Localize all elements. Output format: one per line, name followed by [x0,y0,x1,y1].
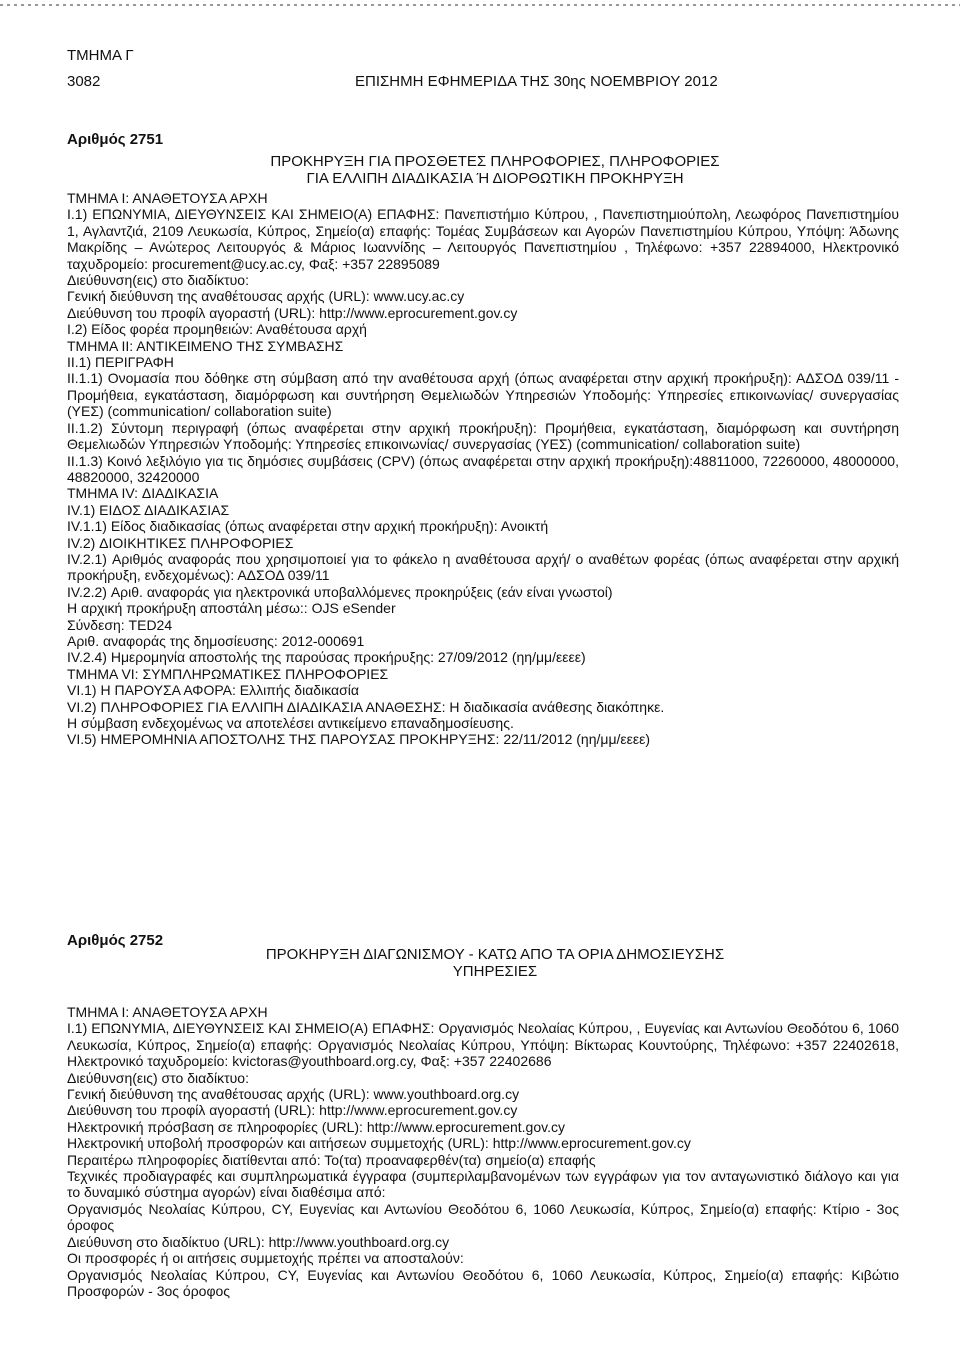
notice-title-line: ΠΡΟΚΗΡΥΞΗ ΔΙΑΓΩΝΙΣΜΟΥ - ΚΑΤΩ ΑΠΟ ΤΑ ΟΡΙΑ ΔΗΜΟΣΙΕΥΣΗΣ [265,946,725,963]
body-line: Διεύθυνση στο διαδίκτυο (URL): http://www.youthboard.org.cy [67,1233,450,1250]
body-line: Ηλεκτρονική πρόσβαση σε πληροφορίες (URL): http://www.eprocurement.gov.cy [67,1118,565,1135]
notice-title-line: ΥΠΗΡΕΣΙΕΣ [452,963,538,980]
body-line: ΙΙ.1.1) Ονομασία που δόθηκε στη σύμβαση από την αναθέτουσα αρχή (όπως αναφέρεται στην αρχική προκήρυξη): ΑΔΣΟΔ 039/11 - Προμήθεια, εγκατάσταση, διαμόρφωση και συντήρηση Θεμελιωδών Υπηρεσιών Υποδομής: Υπηρεσίες επικοινωνίας/ συνεργασίας (ΥΕΣ) (communication/ collaboration suite) [67,370,899,420]
body-line: ΤΜΗΜΑ IV: ΔΙΑΔΙΚΑΣΙΑ [67,485,219,502]
body-line: ΙΙ.1.2) Σύντομη περιγραφή (όπως αναφέρεται στην αρχική προκήρυξη): Προμήθεια, εγκατάσταση, διαμόρφωση και συντήρηση Θεμελιωδών Υπηρεσιών Υποδομής: Υπηρεσίες επικοινωνίας/ συνεργασίας (ΥΕΣ) (communication/ collaboration suite) [67,419,899,453]
notice-body [67,1004,899,1299]
body-line: Ι.2) Είδος φορέα προμηθειών: Αναθέτουσα αρχή [67,321,367,338]
scan-top-edge [0,4,960,6]
body-line: Οργανισμός Νεολαίας Κύπρου, CY, Ευγενίας και Αντωνίου Θεοδότου 6, 1060 Λευκωσία, Κύπρος, Σημείο(α) επαφής: Κτίριο - 3ος όροφος [67,1200,899,1234]
body-line: Αριθ. αναφοράς της δημοσίευσης: 2012-000691 [67,632,365,649]
body-line: ΙΙ.1.3) Κοινό λεξιλόγιο για τις δημόσιες συμβάσεις (CPV) (όπως αναφέρεται στην αρχική προκήρυξη):48811000, 72260000, 48000000, 48820000, 32420000 [67,452,899,485]
section-label: ΤΜΗΜΑ Γ [67,47,134,64]
body-line: Διεύθυνση του προφίλ αγοραστή (URL): http://www.eprocurement.gov.cy [67,304,518,321]
body-line: Περαιτέρω πληροφορίες διατίθενται από: Το(τα) προαναφερθέν(τα) σημείο(α) επαφής [67,1151,596,1168]
body-line: Τεχνικές προδιαγραφές και συμπληρωματικά έγγραφα (συμπεριλαμβανομένων των εγγράφων για τον ανταγωνιστικό διάλογο και για το δυναμικό σύστημα αγορών) είναι διαθέσιμα από: [67,1168,899,1201]
notice-body [67,190,899,748]
body-line: Ηλεκτρονική υποβολή προσφορών και αιτήσεων συμμετοχής (URL): http://www.eprocurement.gov.cy [67,1135,691,1152]
body-line: ΤΜΗΜΑ Ι: ΑΝΑΘΕΤΟΥΣΑ ΑΡΧΗ [67,190,268,206]
body-line: Γενική διεύθυνση της αναθέτουσας αρχής (URL): www.youthboard.org.cy [67,1086,520,1103]
body-line: Διεύθυνση(εις) στο διαδίκτυο: [67,1069,249,1086]
body-line: ΤΜΗΜΑ ΙΙ: ΑΝΤΙΚΕΙΜΕΝΟ ΤΗΣ ΣΥΜΒΑΣΗΣ [67,337,344,354]
body-line: Σύνδεση: TED24 [67,616,173,633]
body-line: ΤΜΗΜΑ VI: ΣΥΜΠΛΗΡΩΜΑΤΙΚΕΣ ΠΛΗΡΟΦΟΡΙΕΣ [67,665,389,682]
body-line: Οι προσφορές ή οι αιτήσεις συμμετοχής πρέπει να αποσταλούν: [67,1250,464,1267]
body-line: Ι.1) ΕΠΩΝΥΜΙΑ, ΔΙΕΥΘΥΝΣΕΙΣ ΚΑΙ ΣΗΜΕΙΟ(Α) ΕΠΑΦΗΣ: Οργανισμός Νεολαίας Κύπρου, , Ευγενίας και Αντωνίου Θεοδότου 6, 1060 Λευκωσία, Κύπρος, Σημείο(α) επαφής: Οργανισμός Νεολαίας Κύπρου, Υπόψη: Βίκτωρας Κουντούρης, Τηλέφωνο: +357 22402618, Ηλεκτρονικό ταχυδρομείο: kvictoras@youthboard.org.cy, Φαξ: +357 22402686 [67,1020,899,1070]
body-line: Ι.1) ΕΠΩΝΥΜΙΑ, ΔΙΕΥΘΥΝΣΕΙΣ ΚΑΙ ΣΗΜΕΙΟ(Α) ΕΠΑΦΗΣ: Πανεπιστήμιο Κύπρου, , Πανεπιστημιούπολη, Λεωφόρος Πανεπιστημίου 1, Αγλαντζιά, 2109 Λευκωσία, Κύπρος, Σημείο(α) επαφής: Τομέας Συμβάσεων και Αγορών Πανεπιστημίου Κύπρου, Υπόψη: Άδωνης Μακρίδης – Ανώτερος Λειτουργός & Μάριος Ιωαννίδης – Λειτουργός Πανεπιστημίου , Τηλέφωνο: +357 22894000, Ηλεκτρονικό ταχυδρομείο: procurement@ucy.ac.cy, Φαξ: +357 22895089 [67,206,899,272]
notice-number: Αριθμός 2751 [67,131,164,148]
notice-title [0,946,960,980]
body-line: VI.1) Η ΠΑΡΟΥΣΑ ΑΦΟΡΑ: Ελλιπής διαδικασία [67,682,359,699]
notice-number: Αριθμός 2752 [67,932,164,949]
body-line: IV.1) ΕΙΔΟΣ ΔΙΑΔΙΚΑΣΙΑΣ [67,501,230,518]
body-line: VI.2) ΠΛΗΡΟΦΟΡΙΕΣ ΓΙΑ ΕΛΛΙΠΗ ΔΙΑΔΙΚΑΣΙΑ ΑΝΑΘΕΣΗΣ: Η διαδικασία ανάθεσης διακόπηκε. [67,698,665,715]
notice-title [0,153,960,187]
body-line: IV.1.1) Είδος διαδικασίας (όπως αναφέρεται στην αρχική προκήρυξη): Ανοικτή [67,518,549,535]
body-line: IV.2.1) Αριθμός αναφοράς που χρησιμοποιεί για το φάκελο η αναθέτουσα αρχή/ ο αναθέτων φορέας (όπως αναφέρεται στην αρχική προκήρυξη, ενδεχομένως): ΑΔΣΟΔ 039/11 [67,550,899,584]
body-line: IV.2) ΔΙΟΙΚΗΤΙΚΕΣ ΠΛΗΡΟΦΟΡΙΕΣ [67,534,294,551]
body-line: Γενική διεύθυνση της αναθέτουσας αρχής (URL): www.ucy.ac.cy [67,288,465,305]
body-line: Οργανισμός Νεολαίας Κύπρου, CY, Ευγενίας και Αντωνίου Θεοδότου 6, 1060 Λευκωσία, Κύπρος, Σημείο(α) επαφής: Κιβώτιο Προσφορών - 3ος όροφος [67,1266,899,1299]
body-line: ΙΙ.1) ΠΕΡΙΓΡΑΦΗ [67,354,174,371]
notice-title-line: ΓΙΑ ΕΛΛΙΠΗ ΔΙΑΔΙΚΑΣΙΑ Ή ΔΙΟΡΘΩΤΙΚΗ ΠΡΟΚΗΡΥΞΗ [306,170,684,187]
body-line: IV.2.4) Ημερομηνία αποστολής της παρούσας προκήρυξης: 27/09/2012 (ηη/μμ/εεεε) [67,649,586,666]
page-number: 3082 [67,73,101,90]
body-line: IV.2.2) Αριθ. αναφοράς για ηλεκτρονικά υποβαλλόμενες προκηρύξεις (εάν είναι γνωστοί) [67,583,613,600]
notice-title-line: ΠΡΟΚΗΡΥΞΗ ΓΙΑ ΠΡΟΣΘΕΤΕΣ ΠΛΗΡΟΦΟΡΙΕΣ, ΠΛΗΡΟΦΟΡΙΕΣ [270,153,720,170]
body-line: ΤΜΗΜΑ Ι: ΑΝΑΘΕΤΟΥΣΑ ΑΡΧΗ [67,1004,268,1020]
body-line: Η αρχική προκήρυξη αποστάλη μέσω:: OJS eSender [67,600,396,617]
body-line: Η σύμβαση ενδεχομένως να αποτελέσει αντικείμενο επαναδημοσίευσης. [67,715,514,731]
body-line: Διεύθυνση(εις) στο διαδίκτυο: [67,272,249,289]
gazette-title: ΕΠΙΣΗΜΗ ΕΦΗΜΕΡΙΔΑ ΤΗΣ 30ης ΝΟΕΜΒΡΙΟΥ 2012 [355,73,718,90]
body-line: VI.5) ΗΜΕΡΟΜΗΝΙΑ ΑΠΟΣΤΟΛΗΣ ΤΗΣ ΠΑΡΟΥΣΑΣ ΠΡΟΚΗΡΥΞΗΣ: 22/11/2012 (ηη/μμ/εεεε) [67,731,651,748]
body-line: Διεύθυνση του προφίλ αγοραστή (URL): http://www.eprocurement.gov.cy [67,1102,518,1119]
